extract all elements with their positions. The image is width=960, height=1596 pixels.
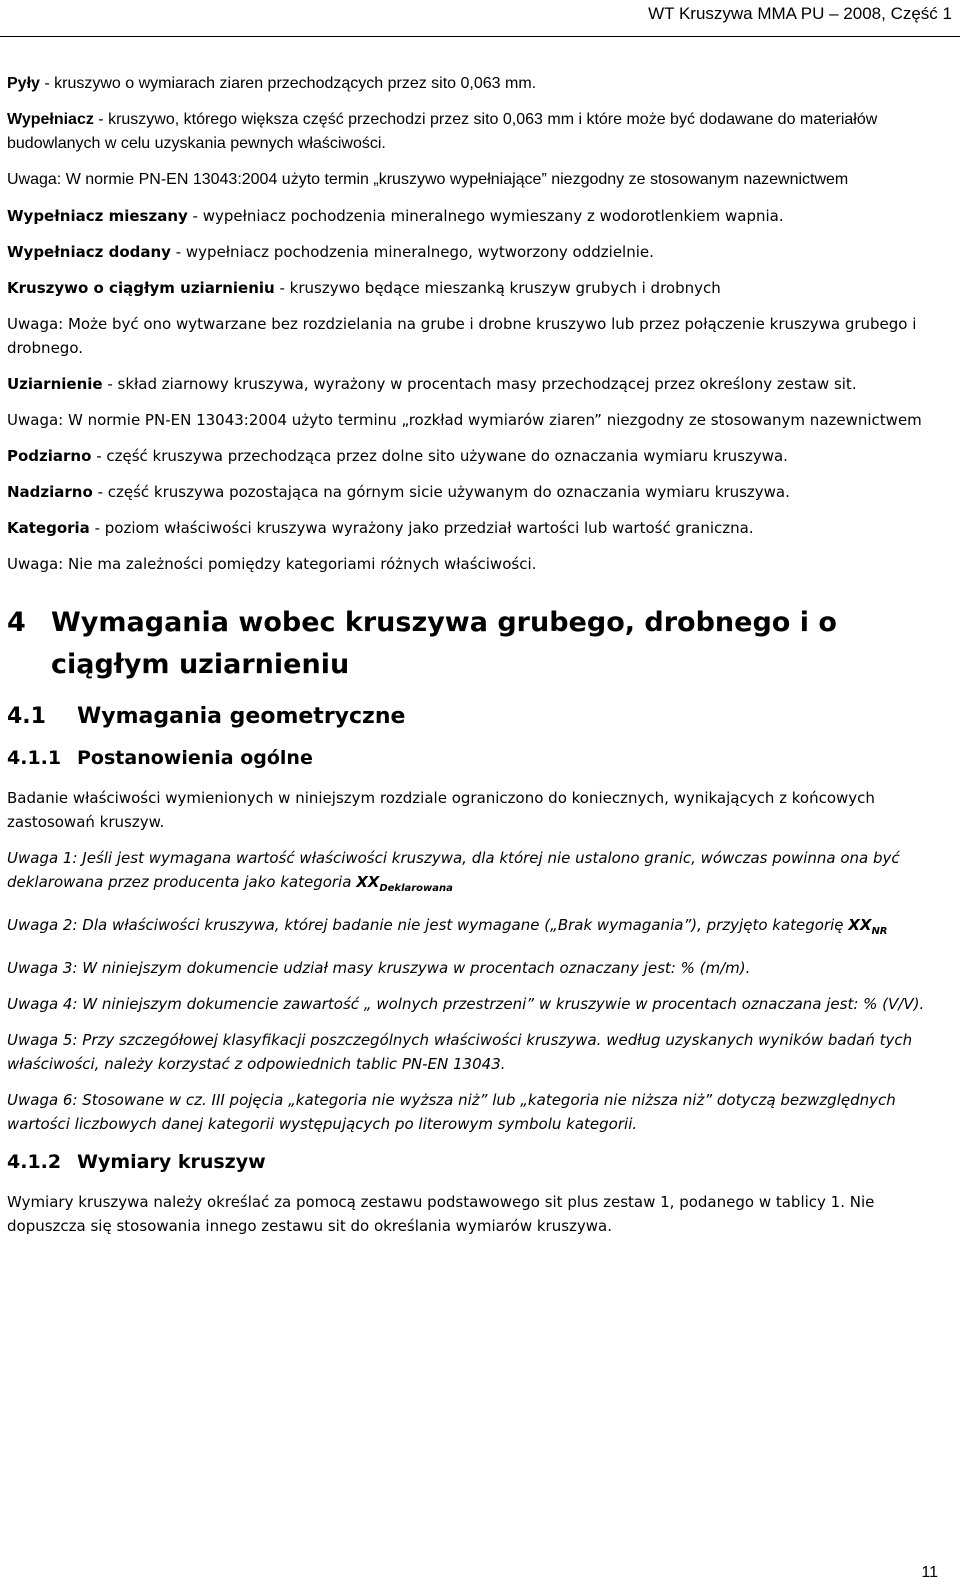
category-subscript [379,883,453,894]
section-title: Postanowienia ogólne [77,747,313,769]
section-number: 4.1.1 [7,747,62,769]
subscript-text: Deklarowana [379,883,453,894]
running-header: WT Kruszywa MMA PU – 2008, Część 1 [648,4,952,23]
definition-text: - wypełniacz pochodzenia mineralnego wymieszany z wodorotlenkiem wapnia. [187,207,784,225]
dimensions-paragraph: Wymiary kruszywa należy określać za pomocą zestawu podstawowego sit plus zestaw 1, podanego w tablicy 1. Nie dopuszcza się stosowania innego zestawu sit do określania wymiarów kruszywa. [7,1193,875,1235]
note-3: Uwaga 3: W niniejszym dokumencie udział masy kruszywa w procentach oznaczany jest: % (m/m). [7,959,751,977]
term: Kruszywo o ciągłym uziarnieniu [7,279,275,297]
definition-filler [7,108,947,156]
section-heading-4-1 [7,702,947,732]
term: Nadziarno [7,483,93,501]
note-6: Uwaga 6: Stosowane w cz. III pojęcia „kategoria nie wyższa niż” lub „kategoria nie niższa niż” dotyczą bezwzględnych wartości liczbowych danej kategorii występujących po literowym symbolu kategorii. [7,1091,896,1133]
term: Wypełniacz dodany [7,243,171,261]
section-number: 4 [7,607,26,638]
category-subscript [871,926,887,937]
term: Uziarnienie [7,375,103,393]
definition-undersize [7,444,947,468]
term: Wypełniacz [7,111,94,128]
note-grading: Uwaga: W normie PN-EN 13043:2004 użyto terminu „rozkład wymiarów ziaren” niezgodny ze stosowanym nazewnictwem [7,411,922,429]
definition-text: - część kruszywa przechodząca przez dolne sito używane do oznaczania wymiaru kruszywa. [91,447,788,465]
note-1 [7,846,947,901]
term: Kategoria [7,519,90,537]
note-filler: Uwaga: W normie PN-EN 13043:2004 użyto termin „kruszywo wypełniające” niezgodny ze stosowanym nazewnictwem [7,171,849,188]
definition-category [7,516,947,540]
definition-grading [7,372,947,396]
category-symbol: XX [356,873,380,891]
header-rule [0,36,960,37]
definition-oversize [7,480,947,504]
note-4: Uwaga 4: W niniejszym dokumencie zawartość „ wolnych przestrzeni” w kruszywie w procentach oznaczana jest: % (V/V). [7,995,925,1013]
section-title: Wymagania geometryczne [77,704,406,729]
definition-text: - skład ziarnowy kruszywa, wyrażony w procentach masy przechodzącej przez określony zestaw sit. [102,375,857,393]
definition-text: - część kruszywa pozostająca na górnym sicie używanym do oznaczania wymiaru kruszywa. [92,483,790,501]
section-title: Wymiary kruszyw [77,1151,266,1173]
definition-text: - wypełniacz pochodzenia mineralnego, wytworzony oddzielnie. [170,243,654,261]
definition-text: - kruszywo o wymiarach ziaren przechodzących przez sito 0,063 mm. [39,75,537,92]
section-number: 4.1.2 [7,1151,62,1173]
term: Pyły [7,75,40,92]
section-heading-4 [7,602,947,686]
note-2 [7,913,947,944]
note-text: Uwaga 1: Jeśli jest wymagana wartość właściwości kruszywa, dla której nie ustalono granic, wówczas powinna ona być deklarowana przez producenta jako kategoria [7,849,900,891]
definition-text: - kruszywo, którego większa część przechodzi przez sito 0,063 mm i które może być dodawane do materiałów budowlanych w celu uzyskania pewnych właściwości. [7,111,878,152]
term: Wypełniacz mieszany [7,207,188,225]
intro-paragraph: Badanie właściwości wymienionych w niniejszym rozdziale ograniczono do koniecznych, wynikających z końcowych zastosowań kruszyw. [7,789,875,831]
document-body [7,72,947,1250]
section-heading-4-1-1 [7,744,947,772]
section-heading-4-1-2 [7,1148,947,1176]
page-number: 11 [921,1564,938,1581]
section-number: 4.1 [7,704,46,729]
term: Podziarno [7,447,92,465]
definition-added-filler [7,240,947,264]
section-title: Wymagania wobec kruszywa grubego, drobnego i o ciągłym uziarnieniu [51,607,837,680]
subscript-text: NR [871,926,888,937]
definition-continuous [7,276,947,300]
note-text: Uwaga 2: Dla właściwości kruszywa, której badanie nie jest wymagane („Brak wymagania”), przyjęto kategorię [7,916,849,934]
note-5: Uwaga 5: Przy szczegółowej klasyfikacji poszczególnych właściwości kruszywa. według uzyskanych wyników badań tych właściwości, należy korzystać z odpowiednich tablic PN-EN 13043. [7,1031,913,1073]
definition-text: - kruszywo będące mieszanką kruszyw grubych i drobnych [274,279,721,297]
category-symbol: XX [848,916,872,934]
definition-mixed-filler [7,204,947,228]
note-category: Uwaga: Nie ma zależności pomiędzy kategoriami różnych właściwości. [7,555,537,573]
definition-text: - poziom właściwości kruszywa wyrażony jako przedział wartości lub wartość graniczna. [89,519,754,537]
note-continuous: Uwaga: Może być ono wytwarzane bez rozdzielania na grube i drobne kruszywo lub przez połączenie kruszywa grubego i drobnego. [7,315,917,357]
definition-dust [7,72,947,96]
